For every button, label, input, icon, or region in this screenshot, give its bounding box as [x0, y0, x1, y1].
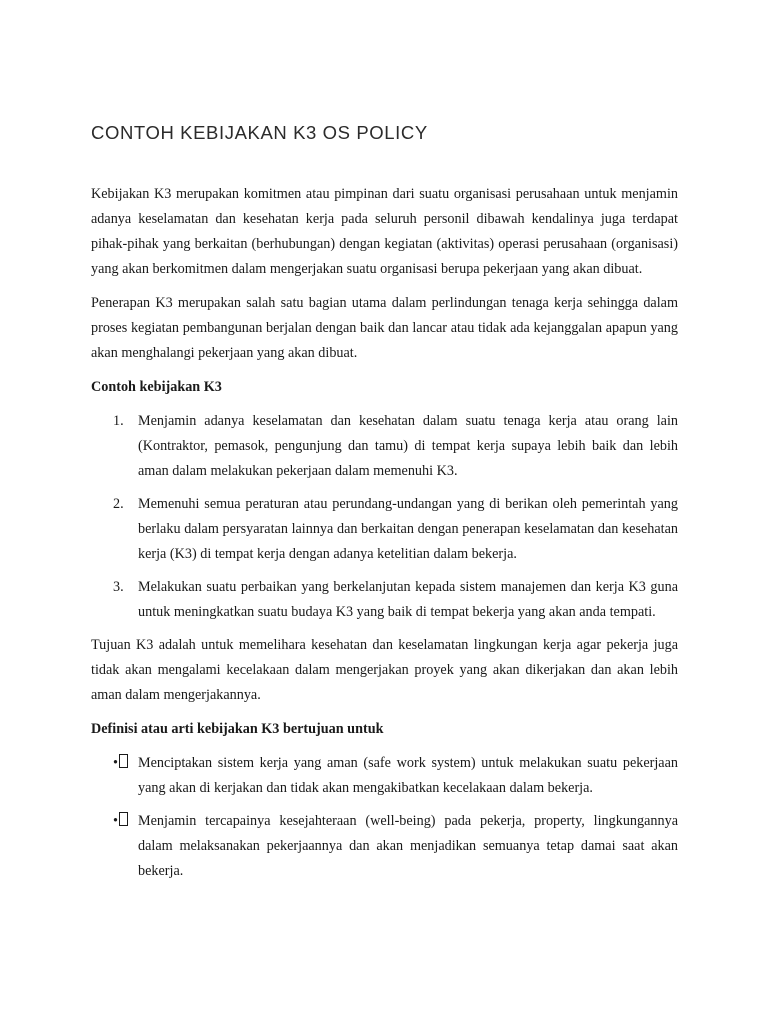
bullet-list-item	[91, 809, 678, 884]
list-item-text: Menjamin adanya keselamatan dan kesehatan dalam suatu tenaga kerja atau orang lain (Kontraktor, pemasok, pengunjung dan tamu) di tempat kerja supaya lebih baik dan lebih aman dalam melakukan pekerjaan dalam memenuhi K3.	[138, 413, 678, 479]
tujuan-paragraph: Tujuan K3 adalah untuk memelihara kesehatan dan keselamatan lingkungan kerja agar pekerja juga tidak akan mengalami kecelakaan dalam mengerjakan proyek yang akan dikerjakan dan akan lebih aman dalam mengerjakannya.	[91, 637, 678, 703]
list-number: 3.	[113, 579, 124, 595]
bullet-dot-icon: •	[113, 813, 118, 829]
list-number: 1.	[113, 413, 124, 429]
bullet-list-item	[91, 751, 678, 801]
penerapan-paragraph: Penerapan K3 merupakan salah satu bagian utama dalam perlindungan tenaga kerja sehingga dalam proses kegiatan pembangunan berjalan dengan baik dan lancar atau tidak ada kejanggalan apapun yang akan menghalangi pekerjaan yang akan dibuat.	[91, 295, 678, 361]
missing-glyph-icon	[119, 812, 128, 826]
section-heading-contoh: Contoh kebijakan K3	[91, 379, 222, 395]
section-heading-definisi: Definisi atau arti kebijakan K3 bertujuan untuk	[91, 721, 384, 737]
document-body	[91, 182, 678, 892]
numbered-list-item	[91, 492, 678, 567]
missing-glyph-icon	[119, 754, 128, 768]
bullet-dot-icon: •	[113, 755, 118, 771]
list-item-text: Memenuhi semua peraturan atau perundang-undangan yang di berikan oleh pemerintah yang berlaku dalam persyaratan lainnya dan berkaitan dengan penerapan keselamatan dan kesehatan kerja (K3) di tempat kerja dengan adanya ketelitian dalam bekerja.	[138, 496, 678, 562]
bullet-item-text: Menciptakan sistem kerja yang aman (safe work system) untuk melakukan suatu pekerjaan yang akan di kerjakan dan tidak akan mengakibatkan kecelakaan dalam bekerja.	[138, 755, 678, 796]
bullet-list	[91, 751, 678, 884]
bullet-marker	[113, 809, 128, 834]
list-item-text: Melakukan suatu perbaikan yang berkelanjutan kepada sistem manajemen dan kerja K3 guna untuk meningkatkan suatu budaya K3 yang baik di tempat bekerja yang akan anda tempati.	[138, 579, 678, 620]
numbered-list-item	[91, 409, 678, 484]
numbered-list-item	[91, 575, 678, 625]
numbered-list	[91, 409, 678, 625]
bullet-item-text: Menjamin tercapainya kesejahteraan (well-being) pada pekerja, property, lingkungannya dalam melaksanakan pekerjaannya dan akan menjadikan semuanya tetap damai saat akan bekerja.	[138, 813, 678, 879]
list-number: 2.	[113, 496, 124, 512]
bullet-marker	[113, 751, 128, 776]
intro-paragraph: Kebijakan K3 merupakan komitmen atau pimpinan dari suatu organisasi perusahaan untuk menjamin adanya keselamatan dan kesehatan kerja pada seluruh personil dibawah kendalinya juga terdapat pihak-pihak yang berkaitan (berhubungan) dengan kegiatan (aktivitas) operasi perusahaan (organisasi) yang akan berkomitmen dalam mengerjakan suatu organisasi berupa pekerjaan yang akan dibuat.	[91, 186, 678, 277]
document-title: CONTOH KEBIJAKAN K3 OS POLICY	[91, 122, 428, 143]
